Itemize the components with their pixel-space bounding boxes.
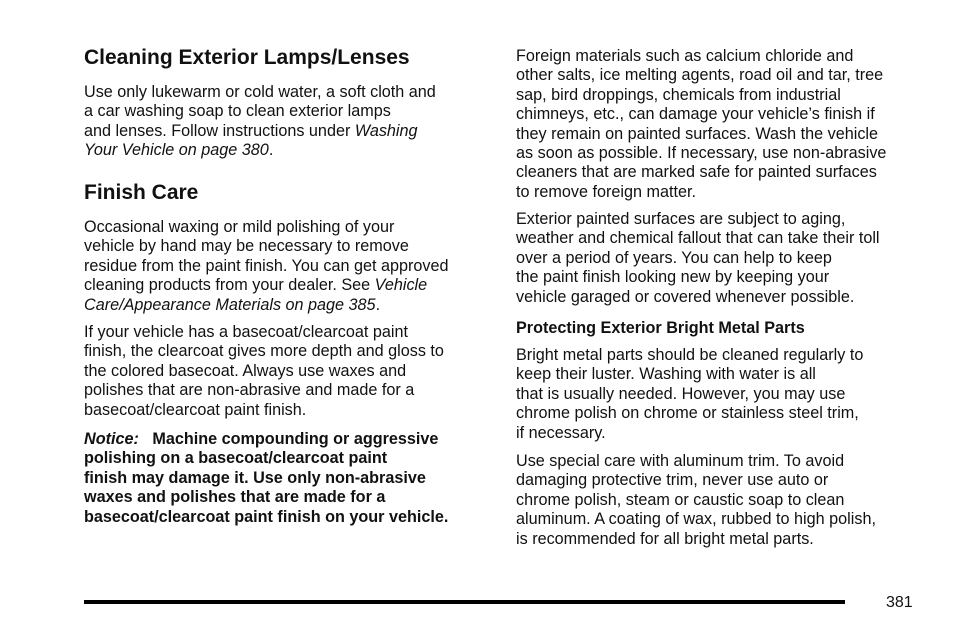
- heading-finish-care: Finish Care: [84, 181, 199, 204]
- paragraph-bright-metal: Bright metal parts should be cleaned regularly to keep their luster. Washing with water is all that is usually needed. However, you may use chrome polish on chrome or stainless steel trim, if necessary.: [516, 346, 864, 442]
- notice-label: Notice:: [84, 430, 139, 448]
- heading-cleaning-exterior-lamps: Cleaning Exterior Lamps/Lenses: [84, 46, 410, 69]
- footer-rule: [84, 600, 845, 604]
- paragraph-lamps-cleaning: Use only lukewarm or cold water, a soft cloth and a car washing soap to clean exterior lamps and lenses. Follow instructions under Washing Your Vehicle on page 380.: [84, 83, 436, 160]
- cross-reference-washing: Washing: [354, 121, 418, 140]
- paragraph-waxing: Occasional waxing or mild polishing of your vehicle by hand may be necessary to remove residue from the paint finish. You can get approved cleaning products from your dealer. See Vehicle Care/Appearance Materials on page 385.: [84, 218, 449, 314]
- paragraph-foreign-materials: Foreign materials such as calcium chloride and other salts, ice melting agents, road oil and tar, tree sap, bird droppings, chemicals from industrial chimneys, etc., can damage your vehicle’s finish if they remain on painted surfaces. Wash the vehicle as soon as possible. If necessary, use non-abrasive cleaners that are marked safe for painted surfaces to remove foreign matter.: [516, 47, 887, 201]
- heading-bright-metal-parts: Protecting Exterior Bright Metal Parts: [516, 319, 805, 337]
- paragraph-basecoat: If your vehicle has a basecoat/clearcoat paint finish, the clearcoat gives more depth and gloss to the colored basecoat. Always use waxes and polishes that are non-abrasive and made for a basecoat/clearcoat paint finish.: [84, 323, 444, 419]
- paragraph-aluminum: Use special care with aluminum trim. To avoid damaging protective trim, never use auto or chrome polish, steam or caustic soap to clean aluminum. A coating of wax, rubbed to high polish, is recommended for all bright metal parts.: [516, 452, 876, 548]
- cross-reference-page-385: Care/Appearance Materials on page 385: [84, 295, 376, 314]
- notice-block: Notice: Machine compounding or aggressive polishing on a basecoat/clearcoat paint finish may damage it. Use only non-abrasive waxes and polishes that are made for a basecoat/clearcoat paint finish on your vehicle.: [84, 430, 449, 526]
- cross-reference-page-380: Your Vehicle on page 380: [84, 141, 269, 160]
- cross-reference-vehicle: Vehicle: [374, 276, 428, 295]
- paragraph-aging: Exterior painted surfaces are subject to aging, weather and chemical fallout that can take their toll over a period of years. You can help to keep the paint finish looking new by keeping your vehicle garaged or covered whenever possible.: [516, 210, 880, 306]
- page-number: 381: [886, 594, 913, 611]
